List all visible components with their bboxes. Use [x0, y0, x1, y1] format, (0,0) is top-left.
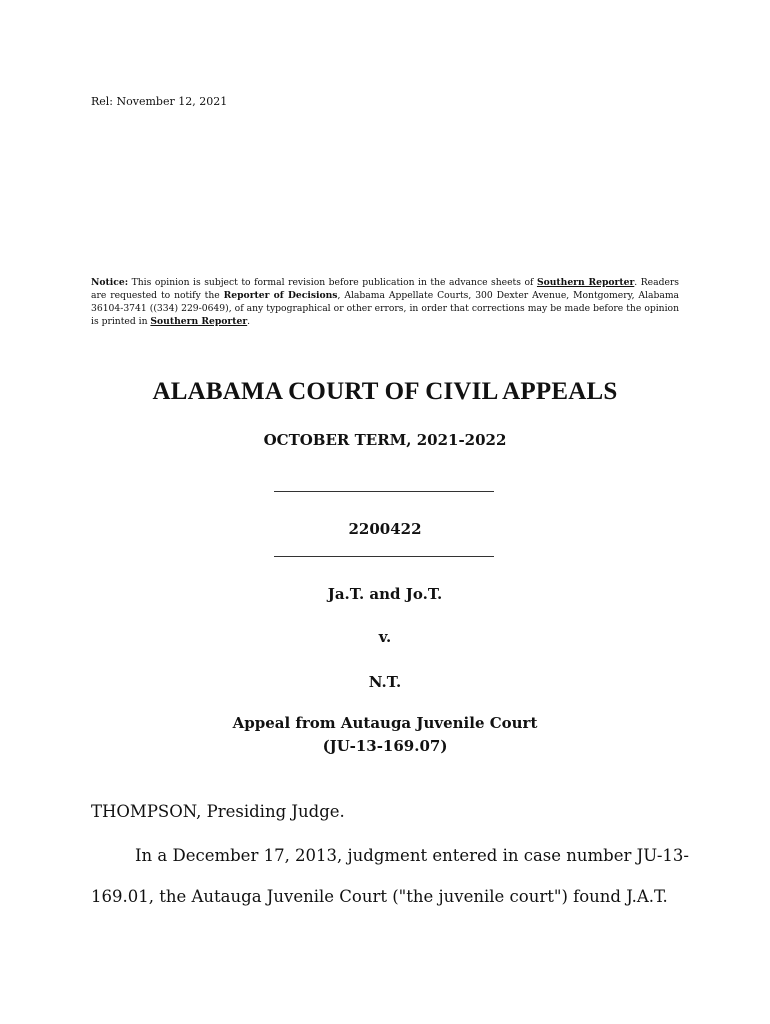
appellants: Ja.T. and Jo.T.	[327, 585, 443, 603]
southern-reporter-reference-2: Southern Reporter	[150, 316, 248, 327]
case-number: 2200422	[348, 520, 422, 538]
appellee: N.T.	[368, 673, 402, 691]
divider-rule-bottom	[274, 556, 494, 557]
notice-text-3: , Alabama Appellate Courts, 300 Dexter Avenue, Montgomery, Alabama 36104-3741 ((334) 229-0649), of any typographical or other errors, in order that corrections may be made before the opinion is printed in	[91, 290, 680, 327]
term-heading: OCTOBER TERM, 2021-2022	[263, 431, 507, 449]
publication-notice	[91, 276, 679, 328]
southern-reporter-reference: Southern Reporter	[536, 277, 635, 288]
court-name: ALABAMA COURT OF CIVIL APPEALS	[152, 378, 618, 405]
release-date: Rel: November 12, 2021	[91, 95, 228, 108]
notice-text-2: . Readers are requested to notify the	[91, 277, 679, 301]
opinion-line-1: In a December 17, 2013, judgment entered in case number JU-13-	[135, 846, 690, 865]
reporter-of-decisions: Reporter of Decisions	[223, 290, 338, 301]
notice-text-1: This opinion is subject to formal revision before publication in the advance sheets of	[128, 277, 537, 288]
notice-label: Notice:	[91, 277, 129, 288]
versus: v.	[378, 628, 392, 646]
appeal-from: Appeal from Autauga Juvenile Court	[232, 714, 538, 732]
notice-text-4: .	[247, 316, 251, 327]
lower-court-case-number: (JU-13-169.07)	[322, 737, 448, 755]
divider-rule-top	[274, 491, 494, 492]
opinion-line-2: 169.01, the Autauga Juvenile Court ("the juvenile court") found J.A.T.	[91, 887, 668, 906]
judge-line: THOMPSON, Presiding Judge.	[91, 802, 345, 821]
